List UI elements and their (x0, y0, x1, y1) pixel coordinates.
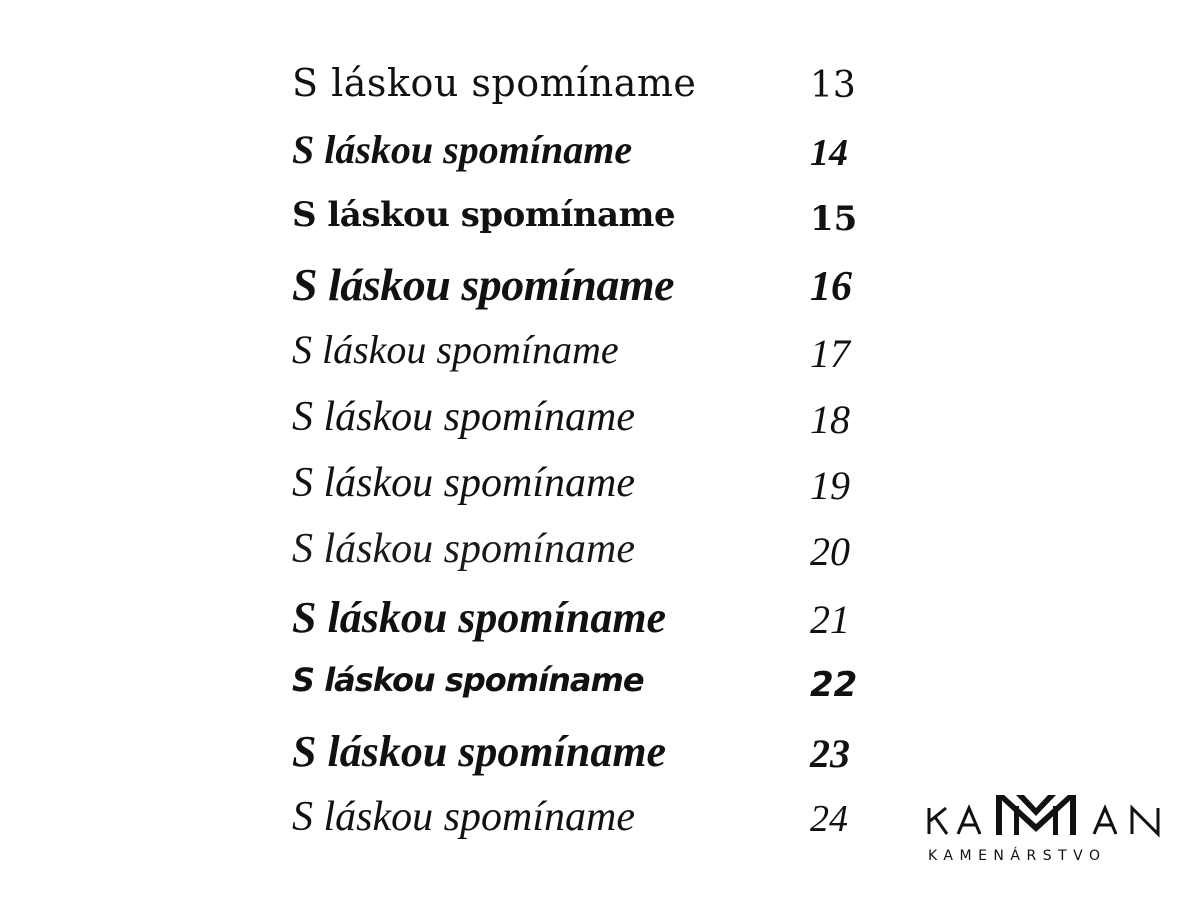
font-sample-row-14 (292, 122, 892, 188)
sample-text: S láskou spomíname (292, 727, 667, 776)
sample-number: 20 (810, 529, 850, 574)
sample-number: 17 (810, 331, 850, 376)
wordmark-letter-n (1132, 808, 1158, 834)
sample-number: 14 (810, 132, 848, 174)
brand-logo (926, 792, 1170, 872)
sample-text: S láskou spomíname (292, 593, 667, 642)
sample-number: 13 (810, 65, 856, 106)
font-sample-row-22 (292, 656, 892, 722)
sample-text: S láskou spomíname (292, 127, 633, 172)
sample-number: 15 (810, 199, 858, 239)
sample-number: 19 (810, 463, 850, 508)
sample-number: 21 (810, 597, 850, 642)
sample-number: 16 (810, 264, 852, 310)
wordmark-letter-a-2 (1094, 808, 1116, 834)
font-sample-row-23 (292, 722, 892, 788)
font-sample-list (292, 56, 892, 856)
sample-text: S láskou spomíname (292, 195, 676, 235)
sample-text: S láskou spomíname (292, 460, 635, 506)
font-sample-row-21 (292, 588, 892, 654)
sample-text: S láskou spomíname (292, 794, 635, 840)
sample-number: 18 (810, 397, 850, 442)
sample-text: S láskou spomíname (292, 526, 635, 572)
sample-number: 22 (810, 665, 858, 705)
font-sample-row-18 (292, 388, 892, 454)
sample-text: S láskou spomíname (292, 661, 644, 699)
brand-wordmark (926, 792, 1170, 844)
font-sample-row-16 (292, 254, 892, 320)
font-sample-row-24 (292, 788, 892, 854)
sample-text: S láskou spomíname (292, 259, 675, 310)
font-sample-row-15 (292, 190, 892, 256)
font-sample-row-20 (292, 520, 892, 586)
font-sample-row-17 (292, 322, 892, 388)
sample-text: S láskou spomíname (292, 327, 619, 372)
wordmark-letter-k (929, 808, 947, 834)
sample-text: S láskou spomíname (292, 61, 697, 105)
sample-text: S láskou spomíname (292, 394, 635, 440)
sample-number: 24 (810, 798, 848, 840)
brand-tagline: KAMENÁRSTVO (928, 848, 1107, 864)
sample-number: 23 (810, 731, 850, 776)
double-m-monogram-icon (996, 795, 1076, 835)
font-sample-row-13 (292, 56, 892, 122)
font-sample-row-19 (292, 454, 892, 520)
wordmark-letter-a (958, 808, 980, 834)
